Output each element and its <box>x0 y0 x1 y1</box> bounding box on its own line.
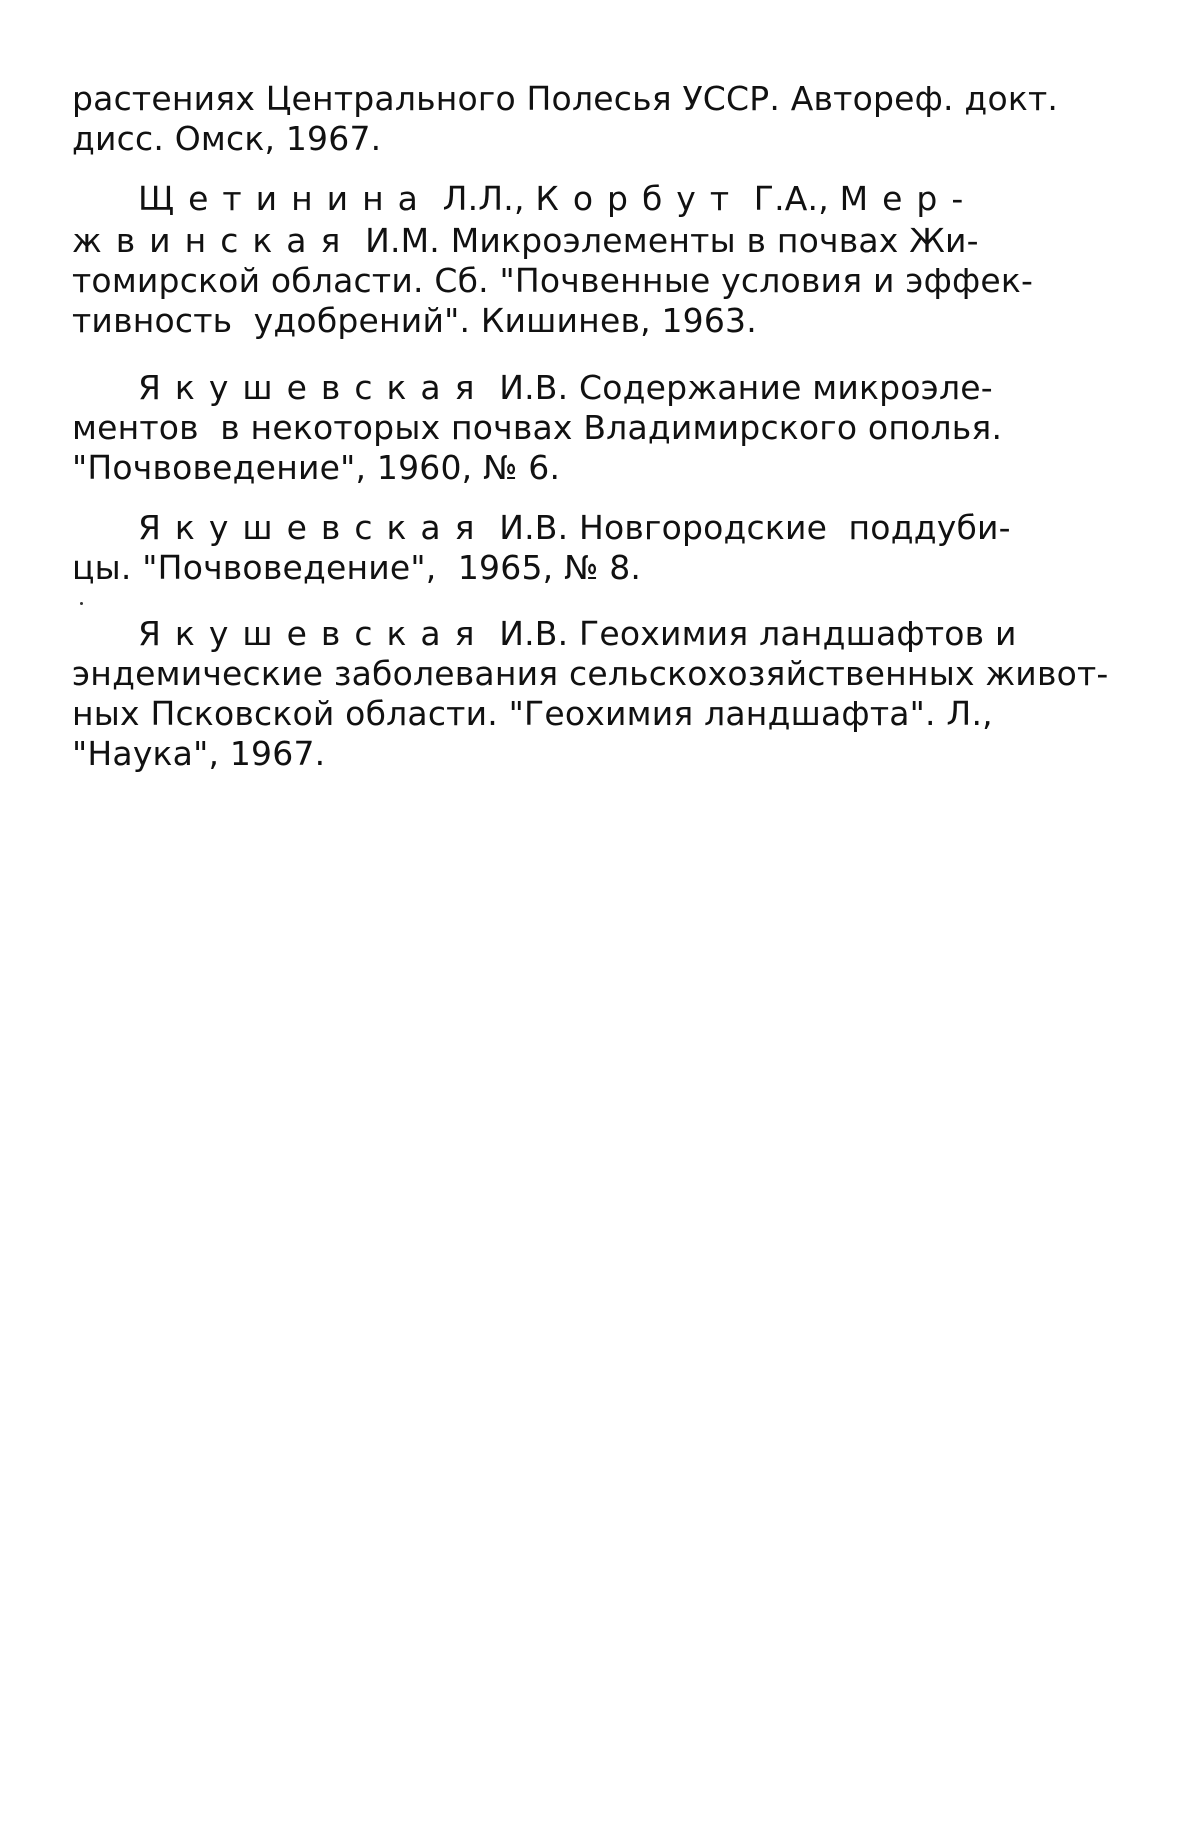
entry-line: "Наука", 1967. <box>72 734 326 773</box>
entry-text: И.М. Микроэлементы в почвах Жи- <box>365 221 979 260</box>
entry-text: И.В. Геохимия ландшафтов и <box>499 614 1017 653</box>
entry-line <box>72 221 979 261</box>
entry-line <box>138 368 993 408</box>
entry-line <box>138 508 1011 548</box>
entry-line: тивность удобрений". Кишинев, 1963. <box>72 301 757 340</box>
author-name: Щетинина <box>138 179 432 218</box>
author-name: Якушевская <box>138 368 489 407</box>
author-initials: Г.А., <box>753 179 840 218</box>
entry-line: цы. "Почвоведение", 1965, № 8. <box>72 548 642 587</box>
entry-line <box>138 179 977 219</box>
author-name: Корбут <box>535 179 744 218</box>
entry-line: ментов в некоторых почвах Владимирского ополья. <box>72 408 1003 447</box>
entry-line: дисс. Омск, 1967. <box>72 119 382 158</box>
entry-line: эндемические заболевания сельскохозяйственных живот- <box>72 654 1109 693</box>
entry-line <box>138 614 1017 654</box>
entry-line: ных Псковской области. "Геохимия ландшафта". Л., <box>72 694 993 733</box>
author-name: Якушевская <box>138 614 489 653</box>
entry-text: И.В. Новгородские поддуби- <box>499 508 1011 547</box>
entry-line: томирской области. Сб. "Почвенные условия и эффек- <box>72 261 1034 300</box>
author-name: жвинская <box>72 221 355 260</box>
entry-line: растениях Центрального Полесья УССР. Автореф. докт. <box>72 79 1059 118</box>
entry-line: "Почвоведение", 1960, № 6. <box>72 448 561 487</box>
entry-text: И.В. Содержание микроэле- <box>499 368 993 407</box>
author-initials: Л.Л., <box>442 179 536 218</box>
print-speck <box>80 602 83 605</box>
author-name: Якушевская <box>138 508 489 547</box>
author-name: Мер- <box>839 179 978 218</box>
